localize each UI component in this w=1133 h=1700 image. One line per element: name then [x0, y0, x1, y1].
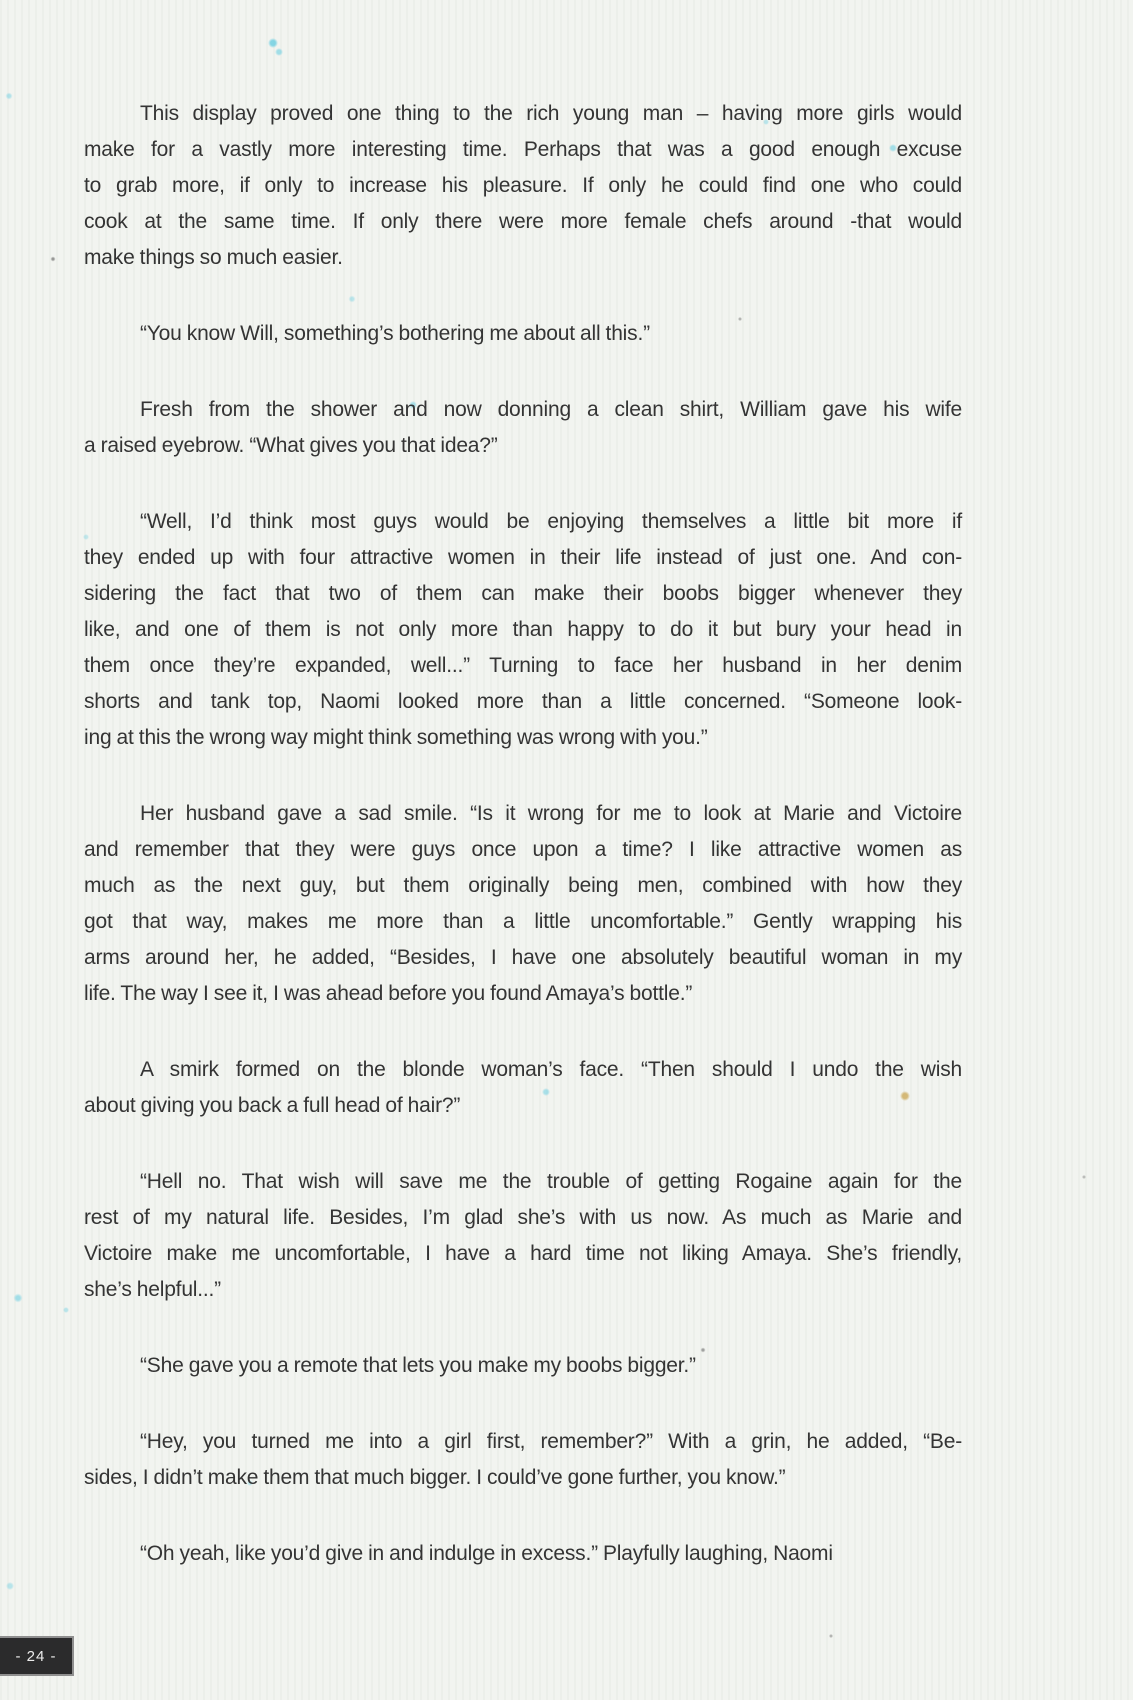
text-line: “She gave you a remote that lets you make my boobs bigger.”: [140, 1354, 696, 1377]
paragraph: [84, 1052, 962, 1124]
page-number-label: - 24 -: [15, 1647, 57, 1665]
text-line: sides, I didn’t make them that much bigger. I could’ve gone further, you know.”: [84, 1466, 786, 1489]
text-line: “Oh yeah, like you’d give in and indulge in excess.” Playfully laughing, Naomi: [140, 1542, 833, 1565]
text-line: ing at this the wrong way might think something was wrong with you.”: [84, 726, 708, 749]
text-line: make things so much easier.: [84, 246, 343, 269]
text-line: sidering the fact that two of them can make their boobs bigger whenever they: [84, 582, 962, 605]
text-line: Her husband gave a sad smile. “Is it wrong for me to look at Marie and Victoire: [140, 802, 962, 825]
paragraph: [84, 96, 962, 276]
paragraph: [84, 1164, 962, 1308]
text-line: Victoire make me uncomfortable, I have a hard time not liking Amaya. She’s friendly,: [84, 1242, 962, 1265]
body-text: [84, 96, 962, 1572]
text-line: like, and one of them is not only more than happy to do it but bury your head in: [84, 618, 962, 641]
text-line: “You know Will, something’s bothering me about all this.”: [140, 322, 650, 345]
text-line: she’s helpful...”: [84, 1278, 221, 1301]
text-line: they ended up with four attractive women in their life instead of just one. And con-: [84, 546, 962, 569]
paragraph: [84, 796, 962, 1012]
text-line: “Hey, you turned me into a girl first, remember?” With a grin, he added, “Be-: [140, 1430, 962, 1453]
text-line: to grab more, if only to increase his pleasure. If only he could find one who could: [84, 174, 962, 197]
text-line: rest of my natural life. Besides, I’m glad she’s with us now. As much as Marie and: [84, 1206, 962, 1229]
text-line: got that way, makes me more than a little uncomfortable.” Gently wrapping his: [84, 910, 962, 933]
paragraph: [84, 1424, 962, 1496]
text-line: life. The way I see it, I was ahead before you found Amaya’s bottle.”: [84, 982, 693, 1005]
paragraph: [84, 392, 962, 464]
text-line: “Hell no. That wish will save me the trouble of getting Rogaine again for the: [140, 1170, 962, 1193]
text-line: arms around her, he added, “Besides, I have one absolutely beautiful woman in my: [84, 946, 962, 969]
text-line: make for a vastly more interesting time. Perhaps that was a good enough excuse: [84, 138, 962, 161]
text-line: “Well, I’d think most guys would be enjoying themselves a little bit more if: [140, 510, 962, 533]
text-line: A smirk formed on the blonde woman’s face. “Then should I undo the wish: [140, 1058, 962, 1081]
text-line: Fresh from the shower and now donning a clean shirt, William gave his wife: [140, 398, 962, 421]
page-number-badge: [0, 1636, 74, 1676]
text-line: shorts and tank top, Naomi looked more than a little concerned. “Someone look-: [84, 690, 962, 713]
text-line: cook at the same time. If only there were more female chefs around -that would: [84, 210, 962, 233]
text-line: This display proved one thing to the rich young man – having more girls would: [140, 102, 962, 125]
text-line: and remember that they were guys once upon a time? I like attractive women as: [84, 838, 962, 861]
paragraph: [84, 316, 962, 352]
text-line: a raised eyebrow. “What gives you that idea?”: [84, 434, 498, 457]
paragraph: [84, 1536, 962, 1572]
text-line: about giving you back a full head of hair?”: [84, 1094, 461, 1117]
text-line: much as the next guy, but them originally being men, combined with how they: [84, 874, 962, 897]
paragraph: [84, 504, 962, 756]
paragraph: [84, 1348, 962, 1384]
text-line: them once they’re expanded, well...” Turning to face her husband in her denim: [84, 654, 962, 677]
